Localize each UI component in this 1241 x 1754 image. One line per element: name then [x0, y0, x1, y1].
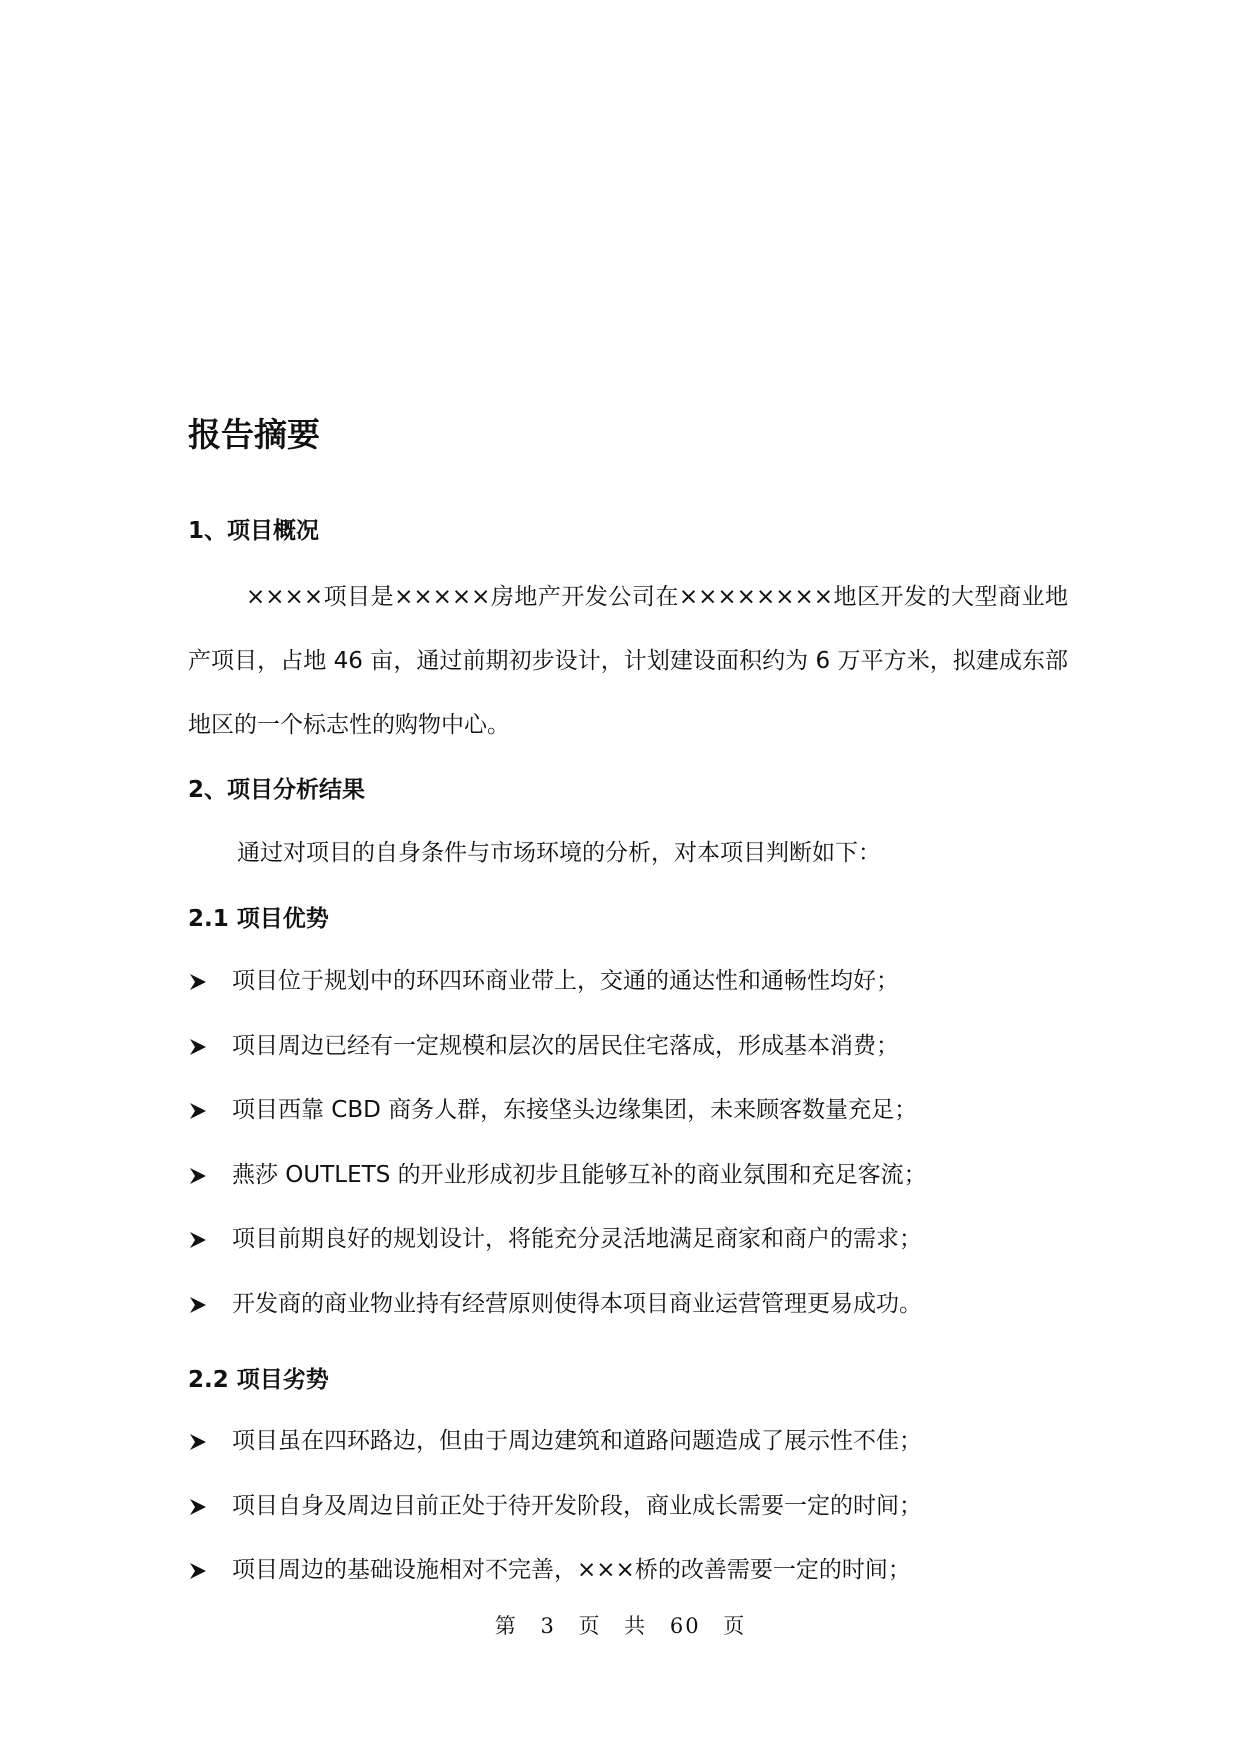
arrowhead-bullet-icon [188, 972, 208, 992]
list-item-text: 项目前期良好的规划设计，将能充分灵活地满足商家和商户的需求； [232, 1226, 922, 1252]
subsection-heading-weaknesses: 2.2 项目劣势 [188, 1367, 329, 1393]
arrowhead-bullet-icon [188, 1432, 208, 1452]
arrowhead-bullet-icon [188, 1295, 208, 1315]
arrowhead-bullet-icon [188, 1037, 208, 1057]
arrowhead-bullet-icon [188, 1166, 208, 1186]
list-item-text: 项目周边的基础设施相对不完善，×××桥的改善需要一定的时间； [232, 1557, 911, 1583]
arrowhead-bullet-icon [188, 1497, 208, 1517]
arrowhead-bullet-icon [188, 1101, 208, 1121]
page-footer: 第 3 页 共 60 页 [494, 1614, 747, 1638]
list-item-text: 项目位于规划中的环四环商业带上，交通的通达性和通畅性均好； [232, 968, 899, 994]
section-heading-overview: 1、项目概况 [188, 518, 320, 544]
arrowhead-bullet-icon [188, 1561, 208, 1581]
list-item-text: 项目周边已经有一定规模和层次的居民住宅落成，形成基本消费； [232, 1033, 899, 1059]
section-heading-analysis: 2、项目分析结果 [188, 777, 366, 803]
overview-paragraph: ××××项目是×××××房地产开发公司在××××××××地区开发的大型商业地产项目，占地 46 亩，通过前期初步设计，计划建设面积约为 6 万平方米，拟建成东部地区的一个标志性的购物中心。 [188, 584, 1068, 738]
report-title: 报告摘要 [188, 415, 320, 454]
list-item-text: 燕莎 OUTLETS 的开业形成初步且能够互补的商业氛围和充足客流； [232, 1162, 927, 1188]
list-item-text: 项目西靠 CBD 商务人群，东接垡头边缘集团，未来顾客数量充足； [232, 1097, 918, 1123]
analysis-intro: 通过对项目的自身条件与市场环境的分析，对本项目判断如下： [237, 840, 881, 866]
list-item-text: 项目自身及周边目前正处于待开发阶段，商业成长需要一定的时间； [232, 1493, 922, 1519]
list-item-text: 开发商的商业物业持有经营原则使得本项目商业运营管理更易成功。 [232, 1291, 922, 1317]
list-item-text: 项目虽在四环路边，但由于周边建筑和道路问题造成了展示性不佳； [232, 1428, 922, 1454]
arrowhead-bullet-icon [188, 1230, 208, 1250]
subsection-heading-strengths: 2.1 项目优势 [188, 906, 329, 932]
